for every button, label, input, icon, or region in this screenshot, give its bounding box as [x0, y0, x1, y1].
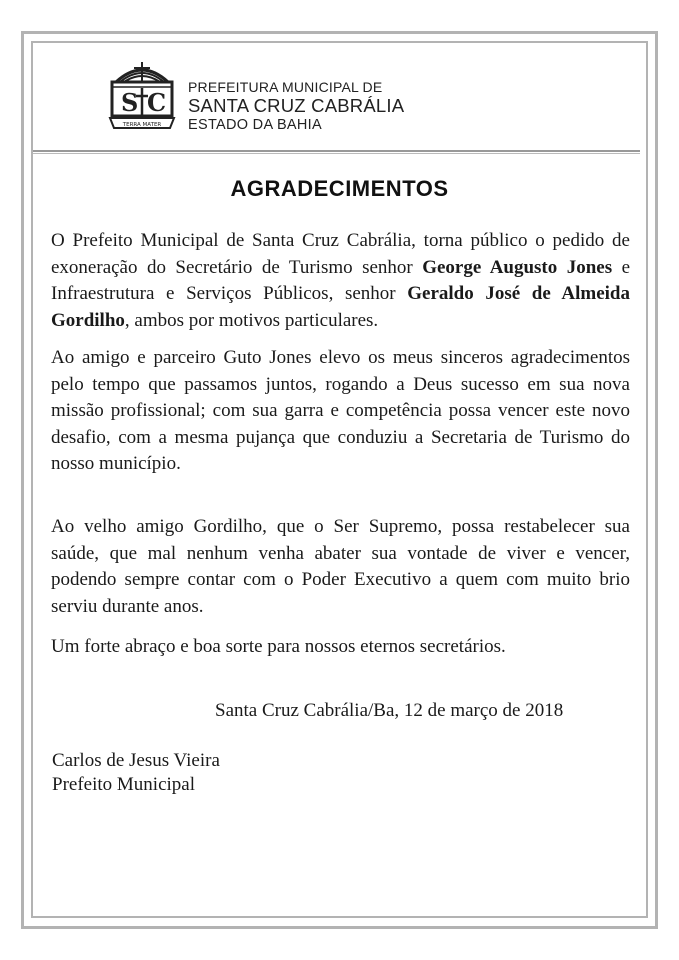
svg-text:TERRA MATER: TERRA MATER [122, 122, 162, 128]
paragraph-3: Ao velho amigo Gordilho, que o Ser Supremo, possa restabelecer sua saúde, que mal nenhum venha abater sua vontade de viver e vencer, podendo sempre contar com o Poder Executivo a quem com muito brio serviu durante anos. [51, 516, 630, 617]
p1-name-1: George Augusto Jones [422, 256, 613, 278]
header-text [188, 79, 404, 134]
header-line-2: SANTA CRUZ CABRÁLIA [188, 95, 405, 116]
svg-text:S: S [121, 88, 139, 117]
p1-text-2: e Infraestrutura e Serviços Públicos, senhor [51, 256, 631, 304]
p1-text-3: , ambos por motivos particulares. [124, 309, 379, 331]
paragraph-4: Um forte abraço e boa sorte para nossos eternos secretários. [51, 636, 506, 657]
signature-name: Carlos de Jesus Vieira [52, 750, 220, 771]
signature-role: Prefeito Municipal [52, 774, 195, 795]
place-date: Santa Cruz Cabrália/Ba, 12 de março de 2018 [215, 700, 564, 721]
paragraph-1 [51, 228, 630, 334]
header-line-1: PREFEITURA MUNICIPAL DE [188, 79, 383, 95]
p1-name-2: Geraldo José de Almeida Gordilho [51, 283, 630, 331]
header-line-3: ESTADO DA BAHIA [188, 117, 322, 133]
paragraph-2: Ao amigo e parceiro Guto Jones elevo os meus sinceros agradecimentos pelo tempo que passamos juntos, rogando a Deus sucesso em sua nova missão profissional; com sua garra e competência possa vencer este novo desafio, com a mesma pujança que conduziu a Secretaria de Turismo do nosso município. [51, 347, 630, 474]
p1-text-1: O Prefeito Municipal de Santa Cruz Cabrália, torna público o pedido de exoneração do Secretário de Turismo senhor [51, 230, 630, 278]
municipal-seal-logo [108, 60, 176, 134]
header-divider [33, 150, 640, 154]
document-title: AGRADECIMENTOS [230, 176, 449, 201]
signature-block [52, 749, 220, 797]
svg-text:C: C [147, 88, 167, 117]
